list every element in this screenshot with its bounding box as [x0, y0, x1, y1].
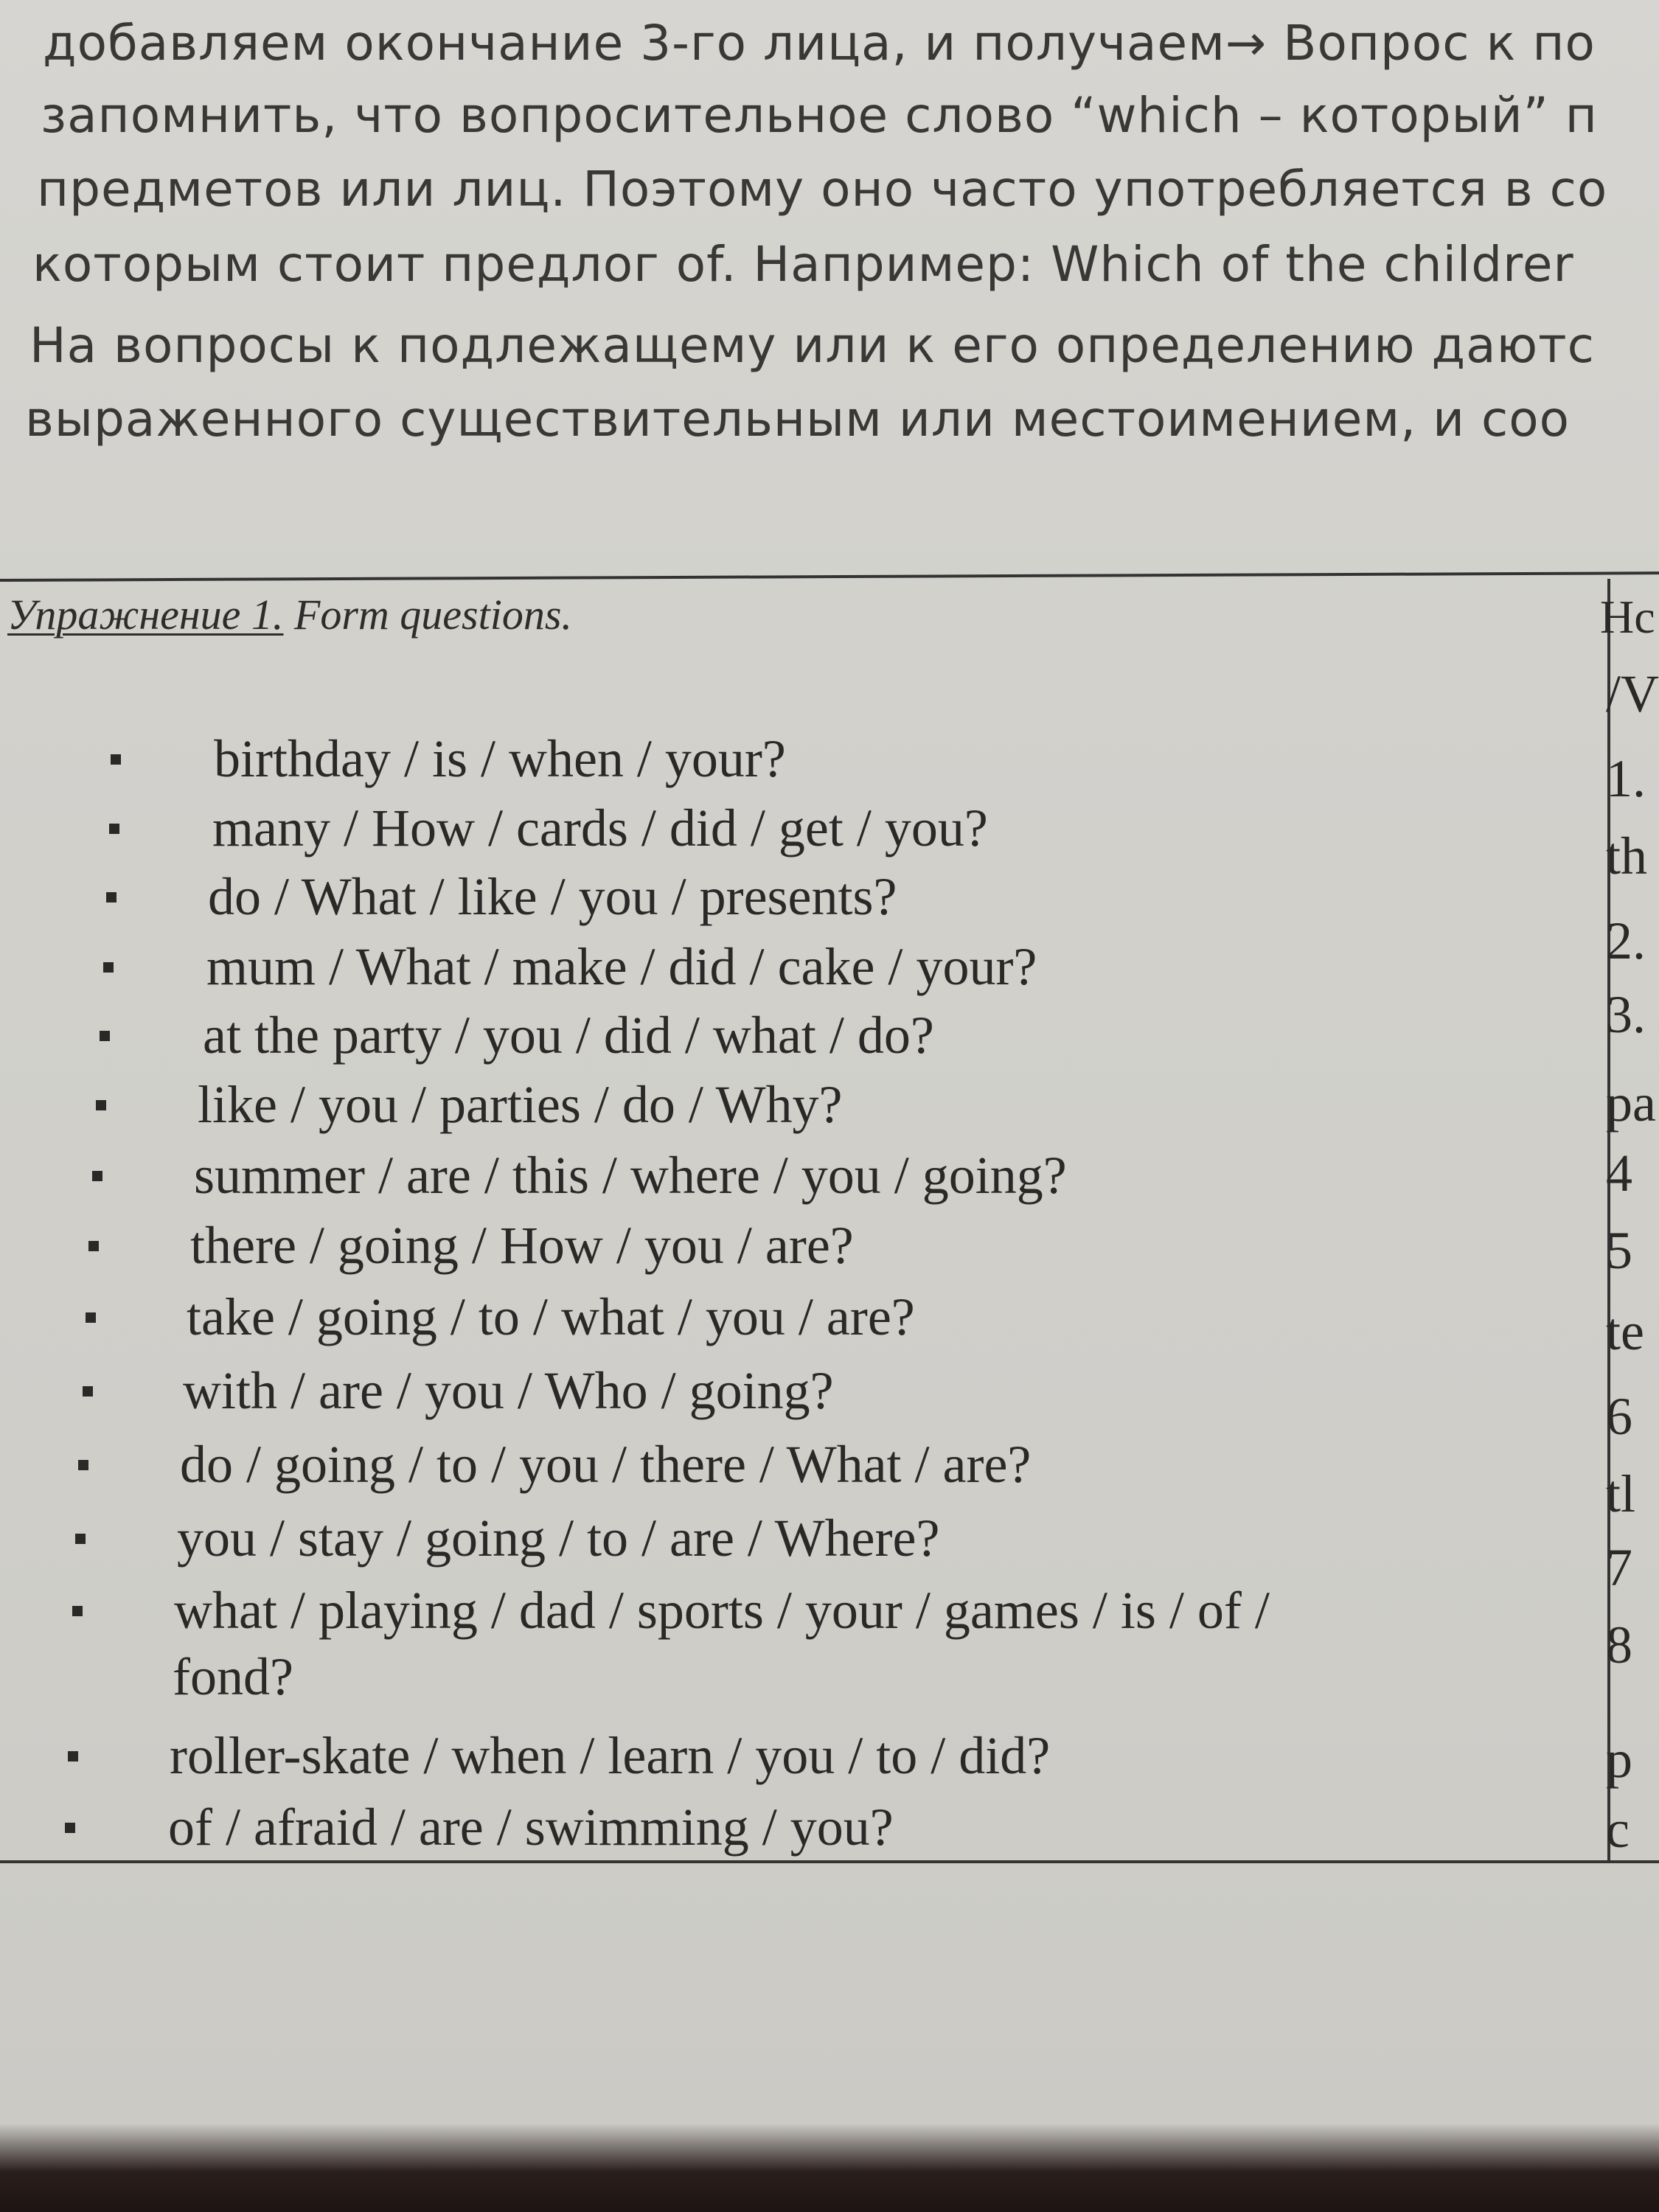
- side-fragment: Hc: [1600, 591, 1655, 643]
- bullet-icon: [106, 892, 116, 902]
- list-item: you / stay / going / to / are / Where?: [177, 1509, 940, 1568]
- side-fragment: 1.: [1606, 749, 1646, 808]
- bullet-icon: [103, 962, 114, 973]
- exercise-instruction: Form questions.: [283, 591, 572, 639]
- bullet-icon: [100, 1031, 110, 1041]
- bullet-icon: [65, 1823, 75, 1833]
- side-fragment: 8: [1606, 1615, 1632, 1674]
- intro-line: добавляем окончание 3-го лица, и получаем→ Вопрос к по: [43, 15, 1596, 72]
- list-item: there / going / How / you / are?: [190, 1216, 854, 1275]
- list-item: at the party / you / did / what / do?: [203, 1006, 934, 1065]
- side-fragment: te: [1606, 1302, 1644, 1361]
- side-fragment: pa: [1606, 1074, 1656, 1133]
- list-item: do / going / to / you / there / What / are?: [180, 1435, 1032, 1494]
- list-item: of / afraid / are / swimming / you?: [168, 1798, 894, 1857]
- intro-paragraph: [0, 0, 1659, 472]
- side-fragment: 5: [1606, 1221, 1632, 1280]
- side-fragment: /V: [1606, 664, 1659, 723]
- exercise-title: [7, 590, 572, 639]
- side-fragment: c: [1606, 1800, 1630, 1859]
- bullet-icon: [75, 1534, 86, 1544]
- side-fragment: 3.: [1606, 985, 1646, 1044]
- bullet-icon: [96, 1100, 106, 1110]
- list-item: take / going / to / what / you / are?: [187, 1287, 915, 1346]
- bullet-icon: [78, 1460, 88, 1470]
- intro-line: которым стоит предлог of. Например: Which of the childrer: [32, 236, 1574, 293]
- exercise-box-bottom-border: [0, 1860, 1659, 1863]
- bullet-icon: [86, 1312, 96, 1323]
- list-item: summer / are / this / where / you / going?: [194, 1146, 1067, 1205]
- intro-line: запомнить, что вопросительное слово “which – который” п: [41, 87, 1598, 144]
- list-item: roller-skate / when / learn / you / to / did?: [170, 1726, 1051, 1785]
- list-item: with / are / you / Who / going?: [183, 1361, 834, 1420]
- exercise-number: Упражнение 1.: [7, 591, 284, 639]
- side-fragment: tl: [1606, 1464, 1636, 1523]
- intro-line: выраженного существительным или местоимением, и соо: [25, 391, 1571, 448]
- desk-shadow: [0, 2124, 1659, 2212]
- bullet-icon: [68, 1751, 78, 1761]
- list-item: birthday / is / when / your?: [214, 729, 786, 788]
- side-fragment: 4: [1606, 1144, 1632, 1203]
- side-fragment: 2.: [1606, 911, 1646, 970]
- intro-line: предметов или лиц. Поэтому оно часто употребляется в со: [37, 161, 1608, 218]
- list-item: many / How / cards / did / get / you?: [212, 799, 988, 858]
- intro-line: На вопросы к подлежащему или к его определению даютс: [29, 317, 1595, 374]
- bullet-icon: [83, 1386, 93, 1397]
- list-item: do / What / like / you / presents?: [208, 867, 897, 926]
- list-item-continuation: fond?: [173, 1647, 293, 1706]
- list-item: mum / What / make / did / cake / your?: [206, 937, 1037, 996]
- exercise-box-top-border: [0, 571, 1659, 582]
- side-fragment: p: [1606, 1730, 1632, 1789]
- bullet-icon: [72, 1606, 83, 1616]
- side-fragment: 7: [1606, 1538, 1632, 1597]
- side-fragment: 6: [1606, 1387, 1632, 1446]
- bullet-icon: [111, 754, 121, 765]
- side-fragment: th: [1606, 827, 1648, 886]
- bullet-icon: [88, 1241, 99, 1251]
- list-item: what / playing / dad / sports / your / games / is / of /: [174, 1581, 1270, 1640]
- list-item: like / you / parties / do / Why?: [198, 1075, 843, 1134]
- bullet-icon: [109, 824, 119, 834]
- bullet-icon: [92, 1171, 102, 1181]
